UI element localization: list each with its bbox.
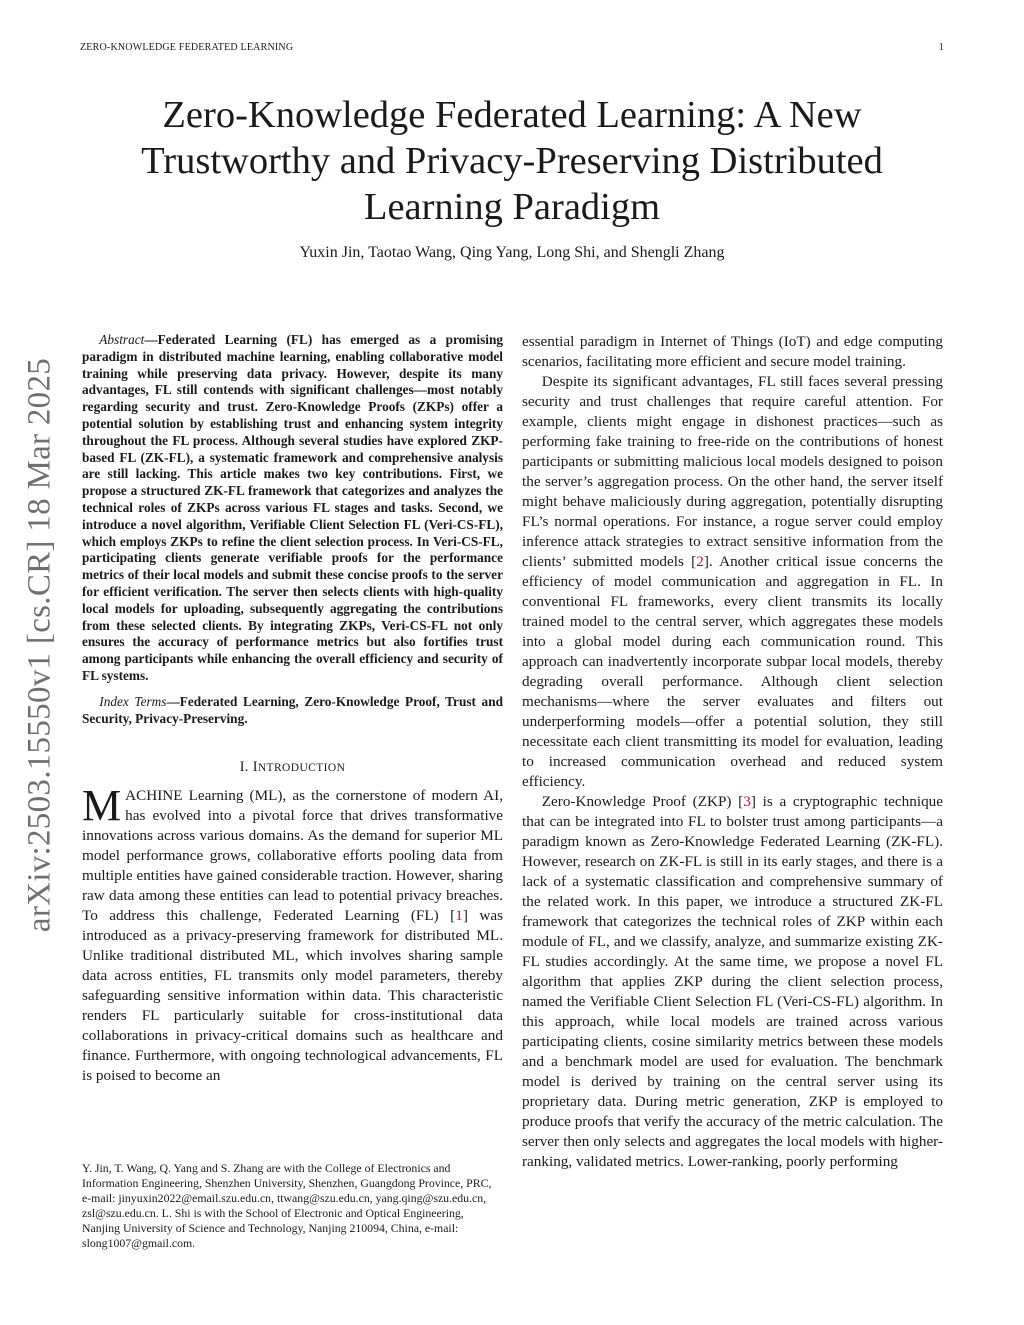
intro-body-left [82,781,503,1086]
title-line-1: Zero-Knowledge Federated Learning: A New [162,94,862,136]
citation-link[interactable]: 2 [696,553,704,570]
section-initial: I [252,759,258,776]
intro-paragraph-1-continued: essential paradigm in Internet of Things (IoT) and edge computing scenarios, facilitating more efficient and secure model training. [522,333,943,370]
title-line-2: Trustworthy and Privacy-Preserving Distributed [141,140,883,182]
paper-title [80,92,944,230]
section-heading-introduction [82,759,503,776]
intro-p3-part-b: ] is a cryptographic technique that can be integrated into FL to bolster trust among participants—a paradigm known as Zero-Knowledge Federated Learning (ZK-FL). However, research on ZK-FL is still in its early stages, and there is a lack of a systematic classification and comprehensive summary of the related work. In this paper, we introduce a structured ZK-FL framework that categorizes the technical roles of ZKP within each module of FL, and we classify, analyze, and summarize existing ZK-FL studies accordingly. At the same time, we propose a novel FL algorithm that applies ZKP during the client selection process, named the Verifiable Client Selection FL (Veri-CS-FL) algorithm. In this approach, while local models are trained across various participating clients, cosine similarity metrics between these models and a benchmark model are used for evaluation. The benchmark model is derived by training on the central server using its proprietary data. During metric generation, ZKP is employed to produce proofs that verify the accuracy of the metric calculation. The server then only selects and aggregates the local models with higher-ranking, validated metrics. Lower-ranking, poorly performing [522,793,943,1170]
running-head [80,42,944,53]
running-title: ZERO-KNOWLEDGE FEDERATED LEARNING [80,42,294,53]
title-line-3: Learning Paradigm [363,186,661,228]
drop-cap: M [82,781,122,831]
intro-p3-part-a: Zero-Knowledge Proof (ZKP) [ [541,793,744,810]
left-column [82,332,503,1086]
index-terms-text: —Federated Learning, Zero-Knowledge Proof, Trust and Security, Privacy-Preserving. [82,693,503,726]
intro-paragraph-2 [522,372,943,792]
abstract-text: —Federated Learning (FL) has emerged as a promising paradigm in distributed machine learning, enabling collaborative model training while preserving data privacy. However, despite its many advantages, FL still contends with significant challenges—most notably regarding security and trust. Zero-Knowledge Proofs (ZKPs) offer a potential solution by establishing trust and enhancing system integrity throughout the FL process. Although several studies have explored ZKP-based FL (ZK-FL), a systematic framework and comprehensive analysis are still lacking. This article makes two key contributions. First, we propose a structured ZK-FL framework that categorizes and analyzes the technical roles of ZKPs across various FL stages and tasks. Second, we introduce a novel algorithm, Verifiable Client Selection FL (Veri-CS-FL), which employs ZKPs to refine the client selection process. In Veri-CS-FL, participating clients generate verifiable proofs for the performance metrics of their local models and submit these concise proofs to the server for efficient verification. The server then selects clients with high-quality local models for uploading, subsequently aggregating the contributions from these selected clients. By integrating ZKPs, Veri-CS-FL not only ensures the accuracy of performance metrics but also fortifies trust among participants while enhancing the overall efficiency and security of FL systems. [82,332,503,683]
arxiv-identifier: arXiv:2503.15550v1 [cs.CR] 18 Mar 2025 [21,357,58,933]
abstract-paragraph [82,332,503,685]
author-list: Yuxin Jin, Taotao Wang, Qing Yang, Long Shi, and Shengli Zhang [299,244,725,261]
intro-paragraph-3 [522,792,943,1172]
citation-link[interactable]: 1 [455,907,463,925]
index-terms [82,694,503,728]
page-number: 1 [938,42,944,53]
intro-p2-part-b: ]. Another critical issue concerns the efficiency of model communication and aggregation in FL. In conventional FL frameworks, every client transmits its locally trained model to the central server, which aggregates these models into a global model during each communication round. This approach can inadvertently incorporate subpar local models, thereby degrading overall performance. Although client selection mechanisms—where the server evaluates and filters out underperforming models—offer a potential solution, they still necessitate each client transmitting its model for evaluation, leading to increased communication overhead and reduced system efficiency. [522,553,943,790]
intro-p1-part-b: ] was introduced as a privacy-preserving framework for distributed ML. Unlike traditional distributed ML, which involves sharing sample data across entities, FL transmits only model parameters, thereby safeguarding sensitive information within data. This characteristic renders FL particularly suitable for cross-institutional data collaborations in privacy-critical domains such as healthcare and finance. Furthermore, with ongoing technological advancements, FL is poised to become an [82,907,503,1085]
abstract-label: Abstract [99,332,145,347]
intro-p2-part-a: Despite its significant advantages, FL still faces several pressing security and trust challenges that require careful attention. For example, clients might engage in dishonest practices—such as performing fake training to free-ride on the contributions of honest participants or submitting malicious local models designed to poison the server’s aggregation process. On the other hand, the server itself might behave maliciously during aggregation, potentially disrupting FL’s normal operations. For instance, a rogue server could employ inference attack strategies to extract sensitive information from the clients’ submitted models [ [522,373,943,570]
citation-link[interactable]: 3 [743,793,751,810]
section-title-rest: NTRODUCTION [257,762,346,775]
intro-p1-part-a: ACHINE Learning (ML), as the cornerstone of modern AI, has evolved into a pivotal force that drives transformative innovations across various domains. As the demand for superior ML model performance grows, collaborative efforts pooling data from multiple entities have gained considerable traction. However, sharing raw data among these entities can lead to potential privacy breaches. To address this challenge, Federated Learning (FL) [ [82,787,503,925]
abstract [82,332,503,727]
intro-paragraph-1 [82,781,503,1086]
index-terms-label: Index Terms [99,693,167,709]
right-column [522,332,943,1172]
section-number: I. [239,759,253,776]
arxiv-stamp [10,350,70,940]
author-affiliation-footnote: Y. Jin, T. Wang, Q. Yang and S. Zhang are with the College of Electronics and Information Engineering, Shenzhen University, Shenzhen, Guangdong Province, PRC, e-mail: jinyuxin2022@email.szu.edu.cn, ttwang@szu.edu.cn, yang.qing@szu.edu.cn, zsl@szu.edu.cn. L. Shi is with the School of Electronic and Optical Engineering, Nanjing University of Science and Technology, Nanjing 210094, China, e-mail: slong1007@gmail.com. [82,1161,492,1250]
